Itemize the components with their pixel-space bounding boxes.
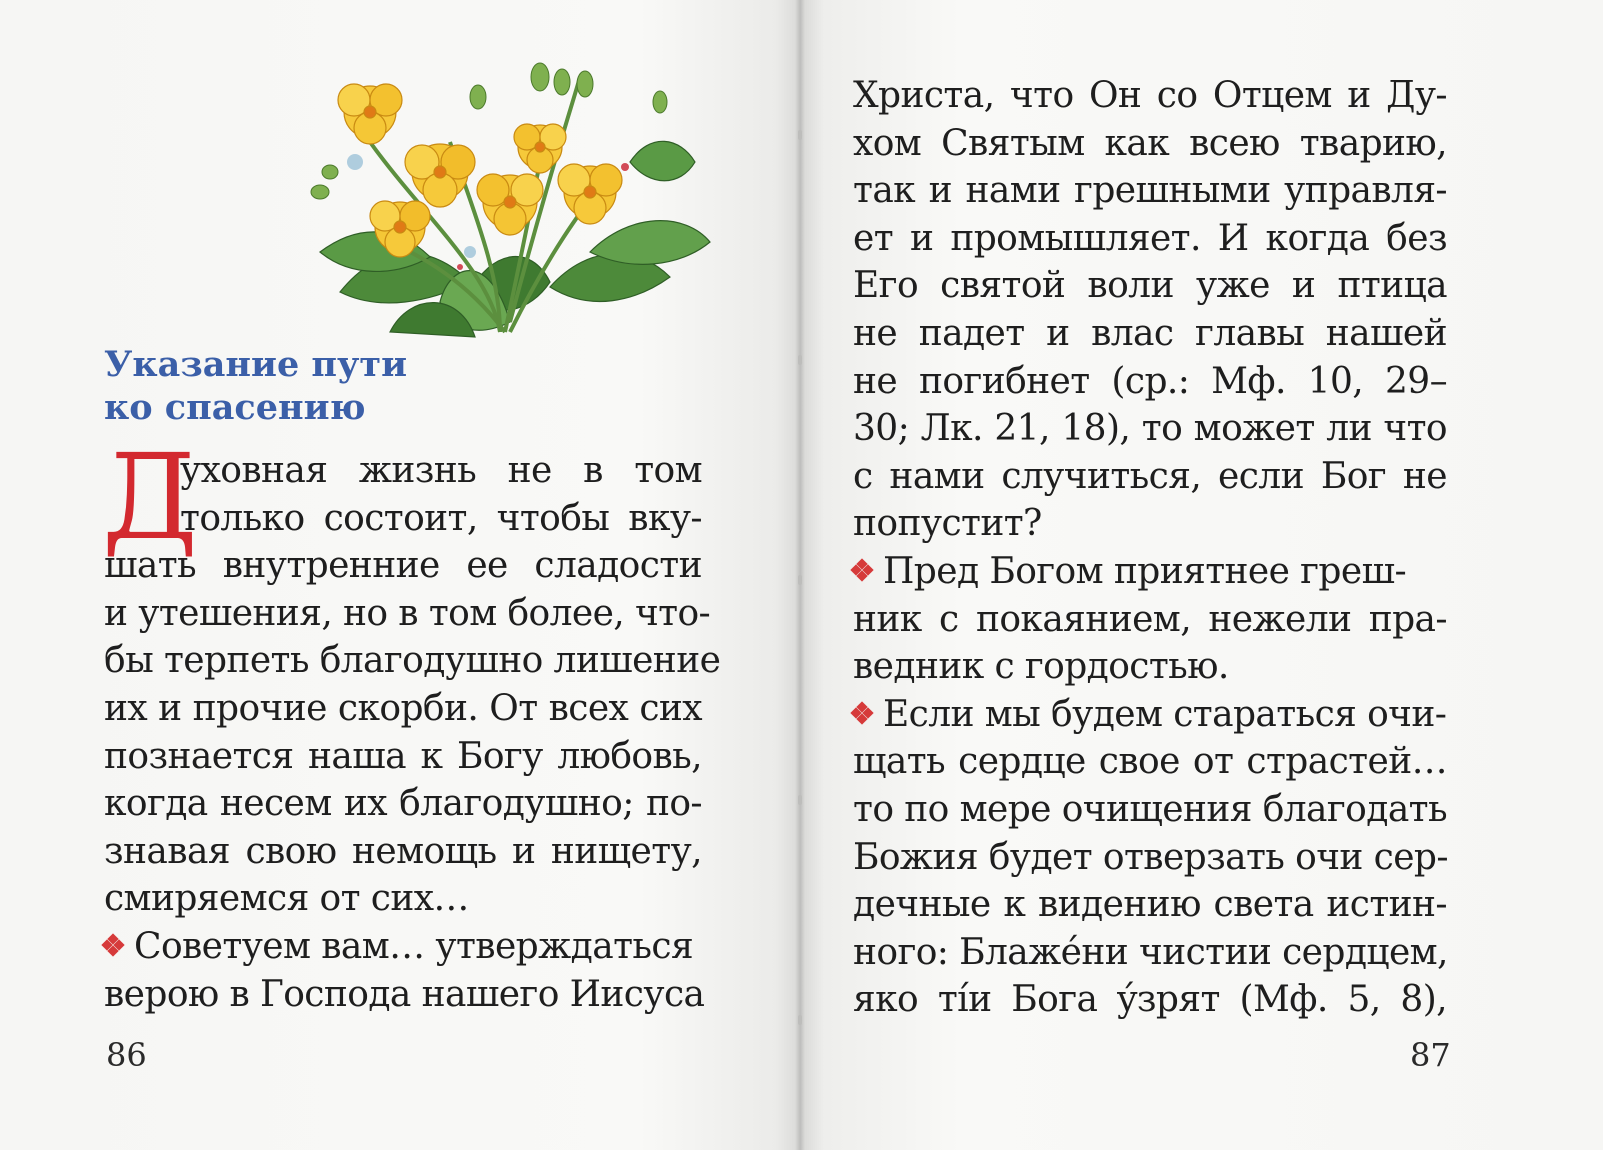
left-page-text: [104, 447, 721, 1018]
text-line: не падет и влас главы нашей: [853, 312, 1447, 354]
text-line: верою в Господа нашего Иисуса: [104, 973, 705, 1015]
text-line: ведник с гордостью.: [853, 646, 1229, 688]
text-line: смиряемся от сих…: [104, 878, 469, 920]
binding-stitch: [798, 130, 802, 140]
text-line: яко тíи Бога ýзрят (Мф. 5, 8),: [853, 979, 1447, 1021]
red-diamond-ornament-icon: [104, 936, 122, 954]
celandine-flowers-icon: [300, 52, 730, 352]
right-page-text: [853, 72, 1447, 1024]
text-line: знавая свою немощь и нищету,: [104, 830, 702, 872]
text-line: Христа, что Он со Отцем и Ду-: [853, 75, 1447, 116]
text-line: уховная жизнь не в том: [180, 450, 702, 491]
text-line: 30; Лк. 21, 18), то может ли что: [853, 408, 1447, 450]
text-line: когда несем их благодушно; по-: [104, 783, 702, 825]
text-fragment: Если мы будем стараться очи-: [883, 693, 1447, 735]
text-line: хом Святым как всею тварию,: [853, 122, 1447, 164]
text-line: ник с покаянием, нежели пра-: [853, 598, 1447, 640]
text-line: щать сердце свое от страстей…: [853, 741, 1447, 783]
text-line: попустит?: [853, 503, 1042, 545]
text-line: шать внутренние ее сладости: [104, 545, 702, 587]
binding-stitch: [798, 1015, 802, 1025]
chapter-heading: [104, 343, 407, 429]
binding-stitch: [798, 795, 802, 805]
text-fragment: Советуем вам… утверждаться: [134, 925, 694, 967]
text-line: дечные к видению света истин-: [853, 884, 1447, 926]
text-line: их и прочие скорби. От всех сих: [104, 687, 702, 729]
page-number: 87: [1410, 1036, 1451, 1074]
text-fragment: Пред Богом приятнее греш-: [883, 550, 1407, 592]
text-line: Божия будет отверзать очи сер-: [853, 836, 1448, 878]
red-diamond-ornament-icon: [853, 561, 871, 579]
text-line: познается наша к Богу любовь,: [104, 735, 702, 777]
text-line: так и нами грешными управля-: [853, 170, 1447, 212]
text-line: [853, 548, 1447, 596]
page-number: 86: [106, 1036, 147, 1074]
text-line: бы терпеть благодушно лишение: [104, 640, 721, 682]
text-line: ет и промышляет. И когда без: [853, 217, 1447, 259]
text-line: [104, 923, 702, 971]
red-diamond-ornament-icon: [853, 704, 871, 722]
binding-stitch: [798, 355, 802, 365]
text-line: только состоит, чтобы вку-: [180, 497, 702, 539]
text-line: и утешения, но в том более, что-: [104, 592, 711, 634]
text-line: [853, 691, 1447, 739]
heading-line: Указание пути: [104, 344, 408, 385]
binding-stitch: [798, 575, 802, 585]
text-line: Его святой воли уже и птица: [853, 265, 1447, 307]
heading-line: ко спасению: [104, 387, 366, 428]
left-page: [0, 0, 800, 1150]
text-line: не погибнет (ср.: Мф. 10, 29–: [853, 360, 1447, 402]
drop-cap-letter: Д: [102, 428, 198, 566]
text-line: ного: Блажéни чистии сердцем,: [853, 931, 1448, 973]
text-line: то по мере очищения благодать: [853, 788, 1447, 830]
text-line: с нами случиться, если Бог не: [853, 455, 1447, 497]
